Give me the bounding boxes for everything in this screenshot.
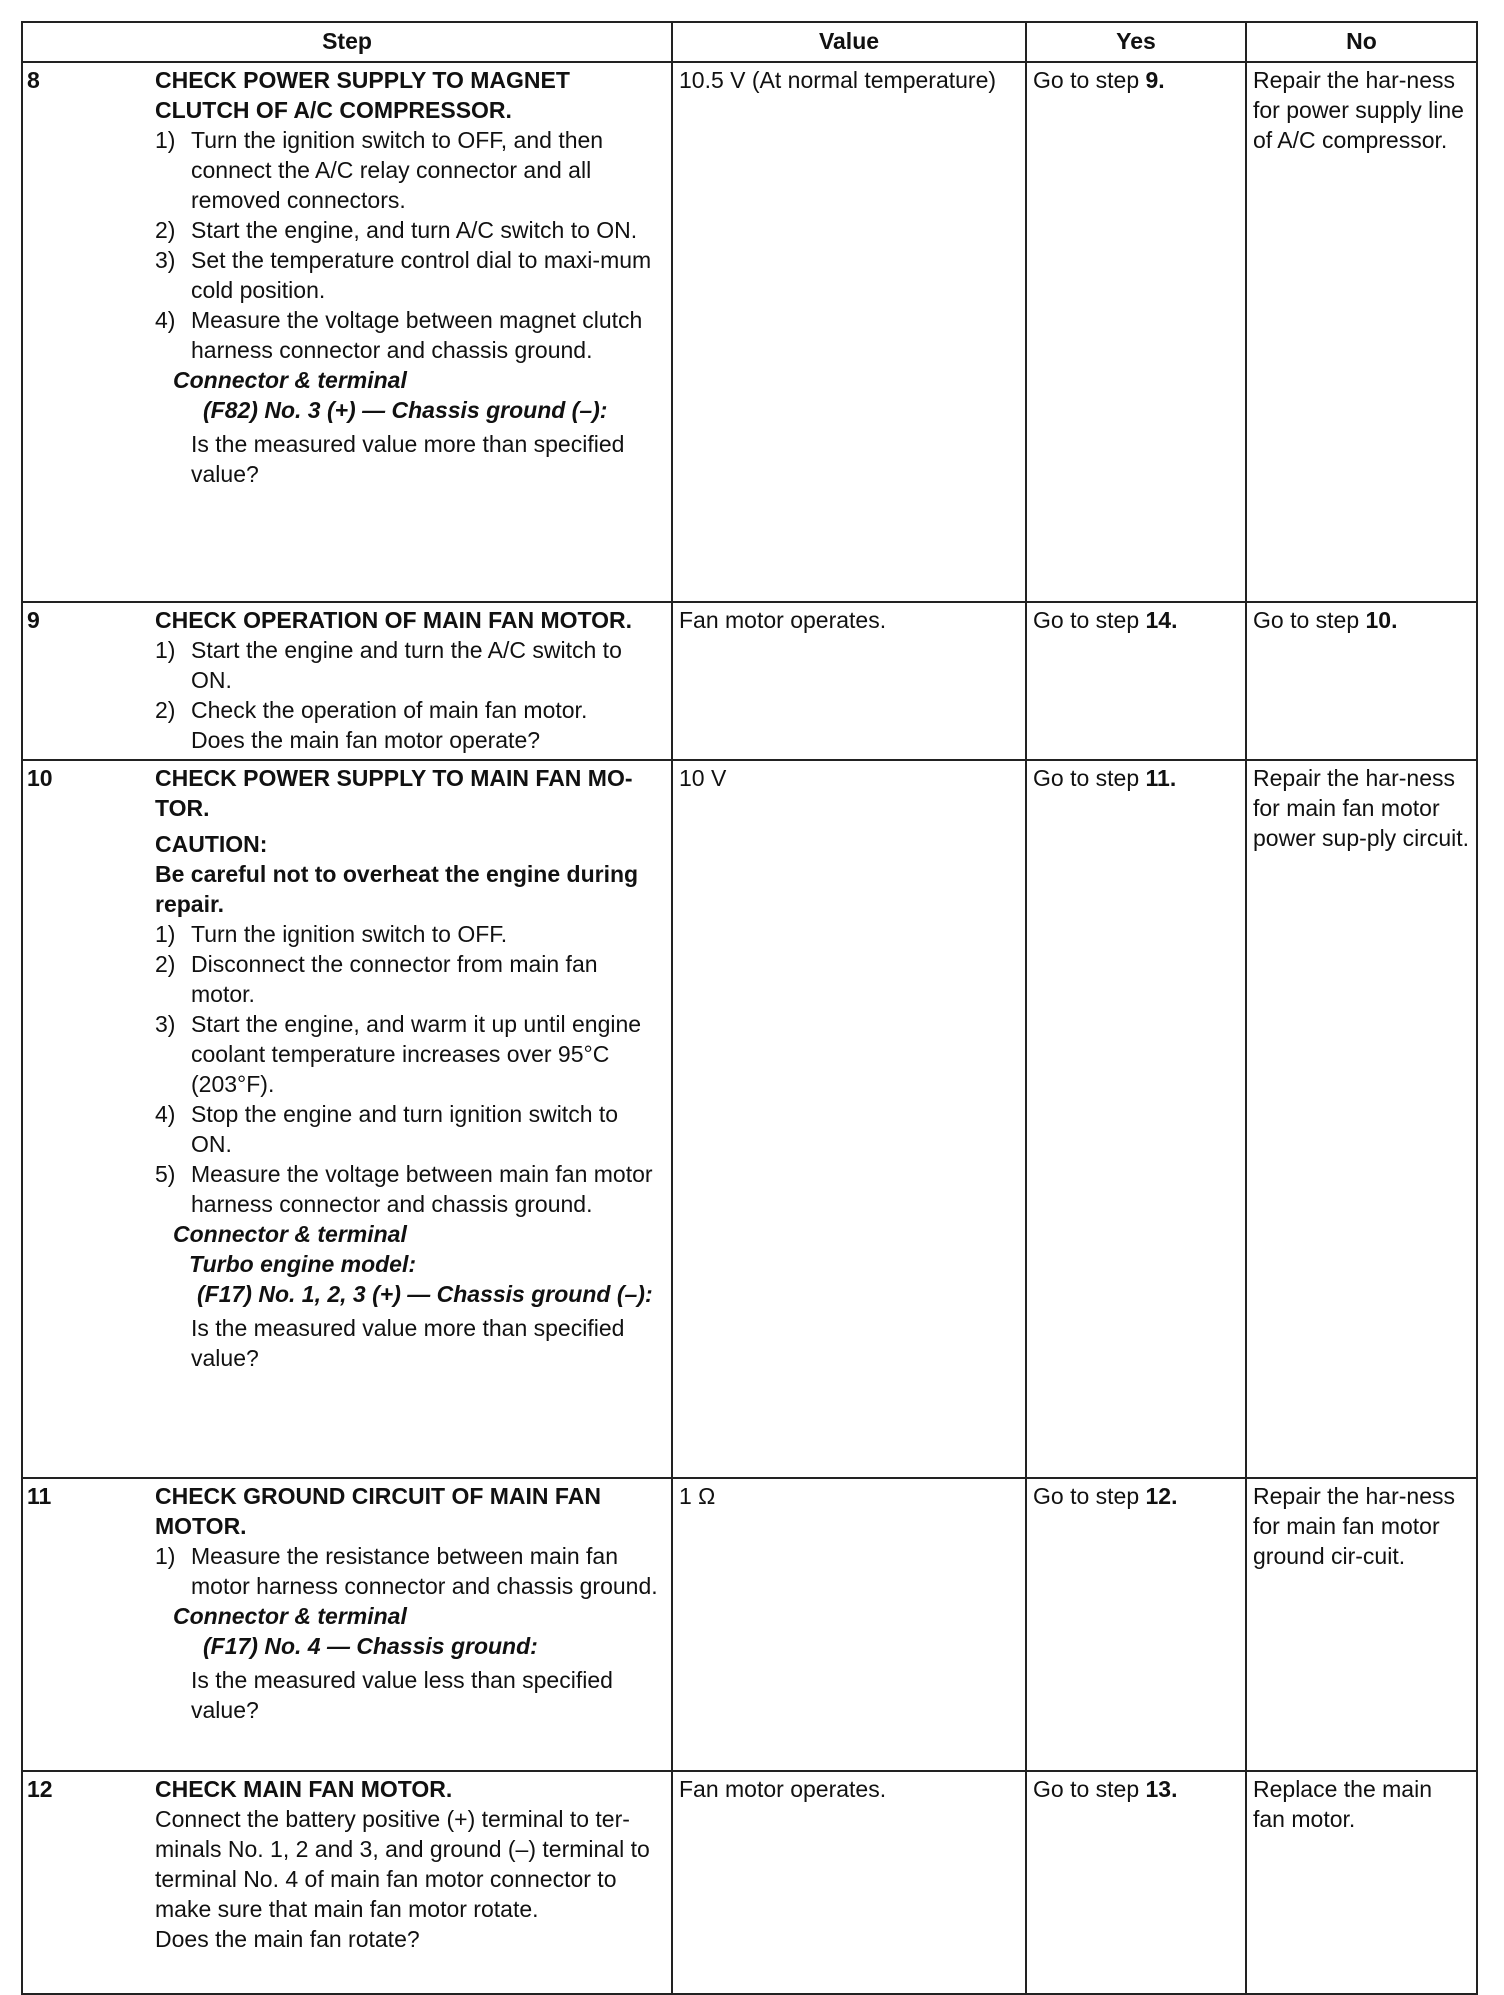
header-step: Step xyxy=(22,22,672,62)
step-cell xyxy=(22,602,672,760)
item-number: 4) xyxy=(155,307,176,333)
item-text: Measure the voltage between main fan motor harness connector and chassis ground. xyxy=(191,1161,653,1217)
item-text: Measure the voltage between magnet clutch harness connector and chassis ground. xyxy=(191,307,643,363)
item-text: Measure the resistance between main fan motor harness connector and chassis ground. xyxy=(191,1543,658,1599)
item-text: Start the engine, and turn A/C switch to ON. xyxy=(191,217,638,243)
yes-text: Go to step xyxy=(1033,1483,1146,1509)
check-question: Does the main fan motor operate? xyxy=(191,727,541,753)
item-text: Set the temperature control dial to maxi-mum cold position. xyxy=(191,247,652,303)
connector-label: Connector & terminal xyxy=(173,1603,407,1629)
table-row xyxy=(22,760,1477,1478)
step-title: CHECK GROUND CIRCUIT OF MAIN FAN MOTOR. xyxy=(155,1483,601,1539)
connector-spec: (F17) No. 4 — Chassis ground: xyxy=(203,1633,538,1659)
header-no: No xyxy=(1246,22,1477,62)
caution-text: Be careful not to overheat the engine during repair. xyxy=(155,861,639,917)
step-content xyxy=(155,1481,665,1725)
procedure-list xyxy=(155,1541,665,1601)
table-row xyxy=(22,62,1477,602)
yes-step-ref: 11. xyxy=(1145,765,1177,791)
item-number: 1) xyxy=(155,921,176,947)
diagnostic-page xyxy=(21,21,1476,1952)
item-text-line: Check the operation of main fan motor. xyxy=(191,697,588,723)
step-title: CHECK MAIN FAN MOTOR. xyxy=(155,1776,453,1802)
connector-label: Connector & terminal xyxy=(173,367,407,393)
connector-spec: (F82) No. 3 (+) — Chassis ground (–): xyxy=(203,397,608,423)
procedure-list xyxy=(155,919,665,1219)
diagnostic-table xyxy=(21,21,1478,1995)
step-content xyxy=(155,605,665,755)
no-cell: Repair the har-ness for power supply line of A/C compressor. xyxy=(1246,62,1477,602)
connector-model: Turbo engine model: xyxy=(189,1251,417,1277)
header-yes: Yes xyxy=(1026,22,1246,62)
procedure-list xyxy=(155,125,665,365)
step-title: CHECK POWER SUPPLY TO MAGNET CLUTCH OF A/C COMPRESSOR. xyxy=(155,67,570,123)
item-number: 3) xyxy=(155,247,176,273)
no-step-ref: 10. xyxy=(1365,607,1398,633)
yes-step-ref: 14. xyxy=(1145,607,1178,633)
table-row xyxy=(22,1771,1477,1994)
step-number: 10 xyxy=(27,765,53,791)
step-content xyxy=(155,1774,665,1954)
list-item xyxy=(155,1009,665,1099)
header-value: Value xyxy=(672,22,1026,62)
step-content xyxy=(155,763,665,1373)
step-cell xyxy=(22,1478,672,1771)
yes-text: Go to step xyxy=(1033,607,1146,633)
list-item xyxy=(155,949,665,1009)
yes-cell xyxy=(1026,62,1246,602)
check-question: Is the measured value less than specified value? xyxy=(191,1667,613,1723)
header-row xyxy=(22,22,1477,62)
item-text: Turn the ignition switch to OFF, and then connect the A/C relay connector and all removed connectors. xyxy=(191,127,604,213)
value-cell: 10.5 V (At normal temperature) xyxy=(672,62,1026,602)
step-content xyxy=(155,65,665,489)
item-text xyxy=(191,695,665,755)
connector-label: Connector & terminal xyxy=(173,1221,407,1247)
no-cell: Repair the har-ness for main fan motor ground cir-cuit. xyxy=(1246,1478,1477,1771)
list-item xyxy=(155,125,665,215)
item-number: 4) xyxy=(155,1101,176,1127)
step-cell xyxy=(22,1771,672,1994)
item-text: Start the engine, and warm it up until engine coolant temperature increases over 95°C (203°F). xyxy=(191,1011,642,1097)
item-number: 1) xyxy=(155,637,176,663)
item-number: 3) xyxy=(155,1011,176,1037)
list-item xyxy=(155,245,665,305)
no-cell: Replace the main fan motor. xyxy=(1246,1771,1477,1994)
list-item xyxy=(155,1541,665,1601)
table-row xyxy=(22,1478,1477,1771)
item-number: 1) xyxy=(155,1543,176,1569)
no-cell xyxy=(1246,602,1477,760)
check-question: Does the main fan rotate? xyxy=(155,1926,420,1952)
procedure-list xyxy=(155,635,665,755)
list-item xyxy=(155,1159,665,1219)
yes-cell xyxy=(1026,760,1246,1478)
value-cell: Fan motor operates. xyxy=(672,602,1026,760)
step-cell xyxy=(22,760,672,1478)
item-number: 2) xyxy=(155,217,176,243)
yes-step-ref: 13. xyxy=(1145,1776,1178,1802)
value-cell: 10 V xyxy=(672,760,1026,1478)
value-cell: 1 Ω xyxy=(672,1478,1026,1771)
list-item xyxy=(155,215,665,245)
table-row xyxy=(22,602,1477,760)
list-item xyxy=(155,919,665,949)
step-body: Connect the battery positive (+) terminal to ter-minals No. 1, 2 and 3, and ground (–) terminal to terminal No. 4 of main fan motor connector to make sure that main fan motor rotate. xyxy=(155,1806,650,1922)
check-question: Is the measured value more than specified value? xyxy=(191,1315,625,1371)
item-number: 5) xyxy=(155,1161,176,1187)
yes-cell xyxy=(1026,602,1246,760)
list-item xyxy=(155,1099,665,1159)
no-text: Go to step xyxy=(1253,607,1366,633)
item-number: 1) xyxy=(155,127,176,153)
yes-cell xyxy=(1026,1771,1246,1994)
item-text: Turn the ignition switch to OFF. xyxy=(191,921,508,947)
item-number: 2) xyxy=(155,697,176,723)
item-text: Start the engine and turn the A/C switch to ON. xyxy=(191,637,622,693)
step-title: CHECK OPERATION OF MAIN FAN MOTOR. xyxy=(155,607,633,633)
item-text: Stop the engine and turn ignition switch to ON. xyxy=(191,1101,619,1157)
step-title: CHECK POWER SUPPLY TO MAIN FAN MO-TOR. xyxy=(155,765,633,821)
yes-text: Go to step xyxy=(1033,1776,1146,1802)
step-number: 12 xyxy=(27,1776,53,1802)
connector-spec: (F17) No. 1, 2, 3 (+) — Chassis ground (–): xyxy=(197,1281,653,1307)
item-text: Disconnect the connector from main fan motor. xyxy=(191,951,598,1007)
yes-step-ref: 9. xyxy=(1145,67,1165,93)
yes-text: Go to step xyxy=(1033,67,1146,93)
step-number: 11 xyxy=(27,1483,52,1509)
yes-text: Go to step xyxy=(1033,765,1146,791)
value-cell: Fan motor operates. xyxy=(672,1771,1026,1994)
yes-cell xyxy=(1026,1478,1246,1771)
no-cell: Repair the har-ness for main fan motor power sup-ply circuit. xyxy=(1246,760,1477,1478)
check-question: Is the measured value more than specified value? xyxy=(191,431,625,487)
list-item xyxy=(155,695,665,755)
step-cell xyxy=(22,62,672,602)
yes-step-ref: 12. xyxy=(1145,1483,1178,1509)
item-number: 2) xyxy=(155,951,176,977)
step-number: 9 xyxy=(27,607,40,633)
list-item xyxy=(155,635,665,695)
list-item xyxy=(155,305,665,365)
caution-label: CAUTION: xyxy=(155,831,268,857)
step-number: 8 xyxy=(27,67,40,93)
